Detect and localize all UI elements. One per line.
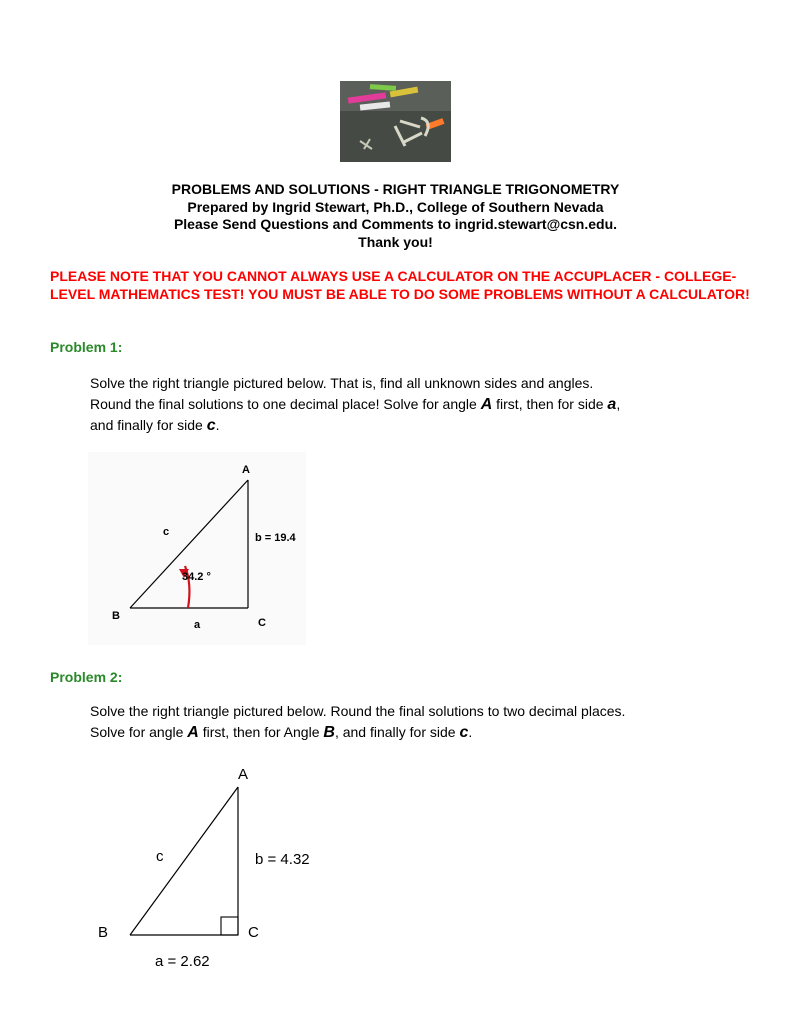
problem-1-line-3: and finally for side c. <box>90 417 220 434</box>
problem-1-title: Problem 1: <box>50 339 123 355</box>
problem-1-triangle-figure <box>88 452 306 645</box>
problem-2-line-2: Solve for angle A first, then for Angle B, and finally for side c. <box>90 723 473 741</box>
problem-1-line-1: Solve the right triangle pictured below. That is, find all unknown sides and angles. <box>90 375 594 391</box>
right-angle-marker <box>221 917 238 935</box>
author-line: Prepared by Ingrid Stewart, Ph.D., College of Southern Nevada <box>187 198 604 215</box>
side-c-label: c <box>156 848 164 865</box>
problem-2-text <box>90 701 730 743</box>
vertex-a-label: A <box>238 766 249 783</box>
vertex-c-label: C <box>248 924 259 941</box>
vertex-b-label: B <box>98 924 109 941</box>
angle-b-label: 34.2 ° <box>182 571 211 583</box>
side-a-label: a = 2.62 <box>155 953 210 970</box>
document-title: PROBLEMS AND SOLUTIONS - RIGHT TRIANGLE TRIGONOMETRY <box>171 181 620 197</box>
problem-2-title: Problem 2: <box>50 669 123 685</box>
vertex-b-label: B <box>112 610 120 622</box>
document-header <box>0 181 791 251</box>
problem-1-text <box>90 373 730 437</box>
calculator-warning: PLEASE NOTE THAT YOU CANNOT ALWAYS USE A CALCULATOR ON THE ACCUPLACER - COLLEGE-LEVEL MATHEMATICS TEST! YOU MUST BE ABLE TO DO SOME PROBLEMS WITHOUT A CALCULATOR! <box>50 268 750 302</box>
vertex-c-label: C <box>258 617 266 629</box>
side-b-label: b = 4.32 <box>255 851 310 868</box>
problem-2-triangle-figure <box>90 760 330 975</box>
vertex-a-label: A <box>242 464 250 476</box>
contact-line: Please Send Questions and Comments to ingrid.stewart@csn.edu. <box>173 216 618 232</box>
thanks-line: Thank you! <box>358 233 433 250</box>
problem-1-line-2: Round the final solutions to one decimal place! Solve for angle A first, then for side a, <box>90 395 621 413</box>
side-b-label: b = 19.4 <box>255 532 296 544</box>
chalkboard-image <box>340 81 451 162</box>
side-c-label: c <box>163 526 170 538</box>
problem-2-line-1: Solve the right triangle pictured below. Round the final solutions to two decimal places. <box>90 703 626 719</box>
side-c-line <box>130 787 238 935</box>
side-a-label: a <box>194 619 201 631</box>
